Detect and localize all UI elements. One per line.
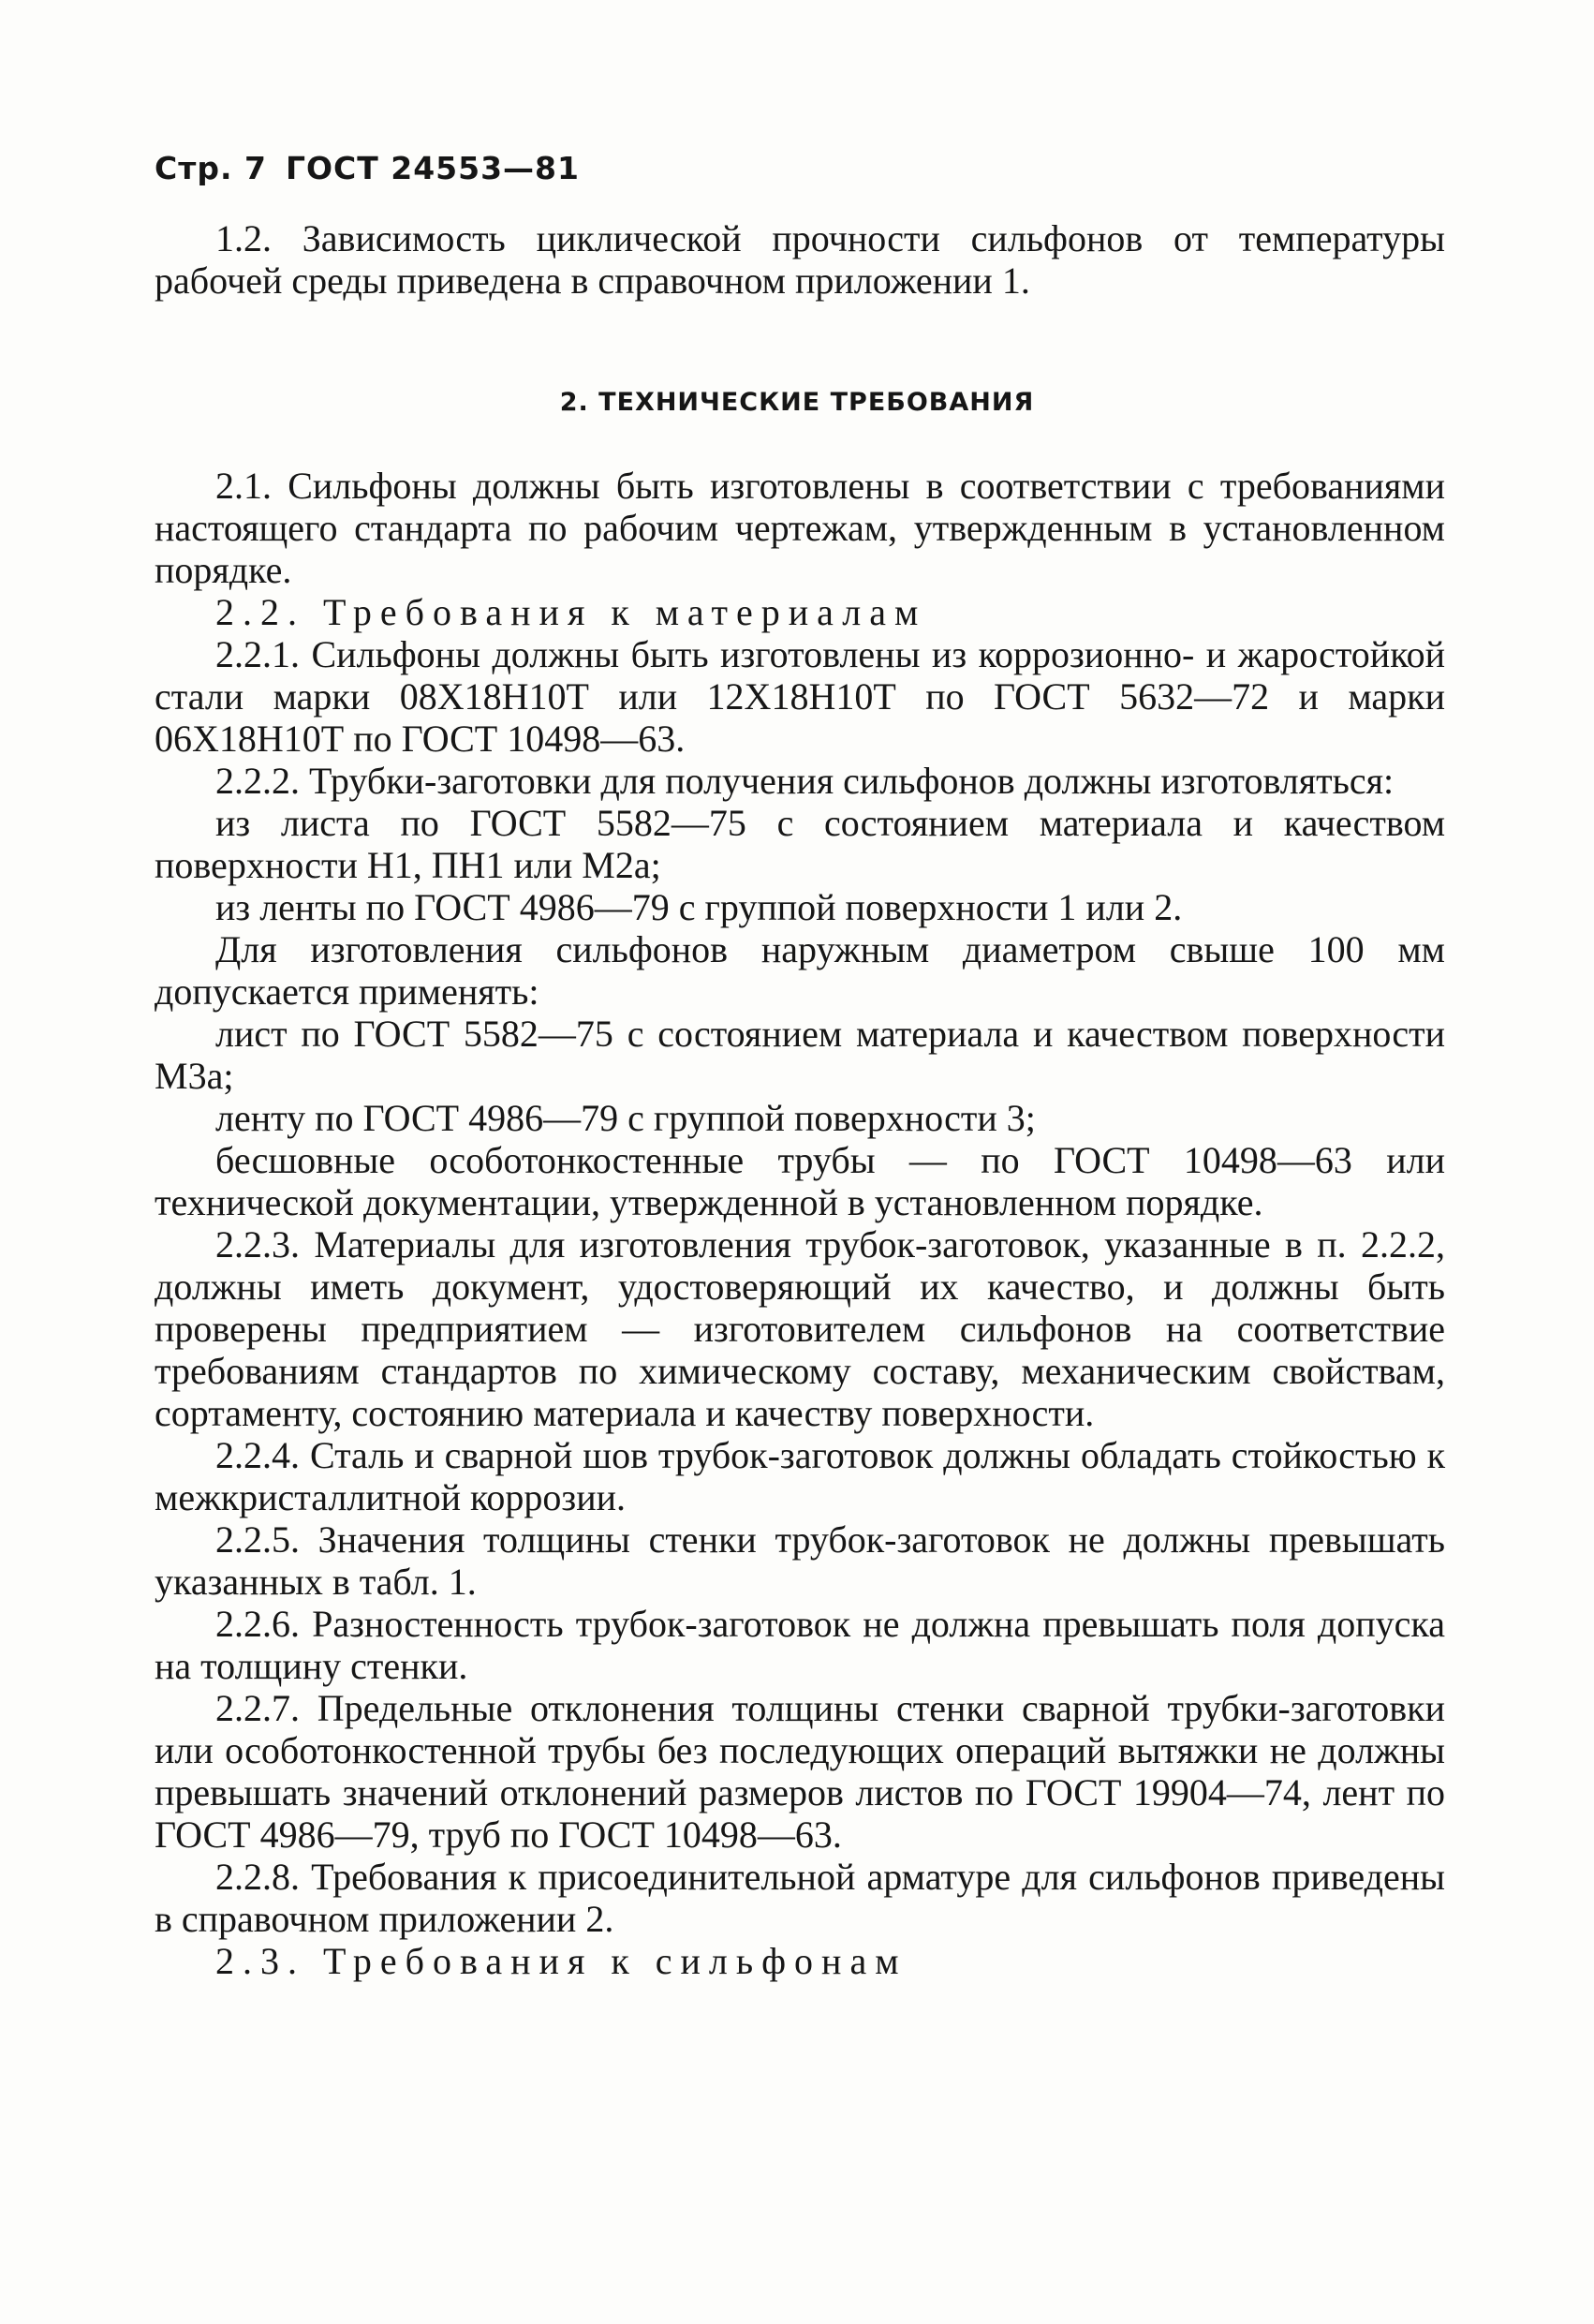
running-header	[155, 150, 598, 186]
list-item-sheet: из листа по ГОСТ 5582—75 с состоянием материала и качеством поверхности Н1, ПН1 или М2а;	[155, 802, 1445, 886]
paragraph-2-2-1: 2.2.1. Сильфоны должны быть изготовлены из коррозионно- и жаростойкой стали марки 08Х18Н10Т или 12Х18Н10Т по ГОСТ 5632—72 и марки 06Х18Н10Т по ГОСТ 10498—63.	[155, 633, 1445, 760]
paragraph-1-2: 1.2. Зависимость циклической прочности сильфонов от температуры рабочей среды приведена в справочном приложении 1.	[155, 217, 1445, 302]
section-2-body	[155, 465, 1445, 1982]
list-item-strip: из ленты по ГОСТ 4986—79 с группой поверхности 1 или 2.	[215, 886, 1183, 928]
paragraph-large-diameter: Для изготовления сильфонов наружным диаметром свыше 100 мм допускается применять:	[155, 928, 1445, 1013]
paragraph-2-2-6: 2.2.6. Разностенность трубок-заготовок не должна превышать поля допуска на толщину стенки.	[155, 1603, 1445, 1687]
paragraph-2-2-8: 2.2.8. Требования к присоединительной арматуре для сильфонов приведены в справочном приложении 2.	[155, 1856, 1445, 1940]
list-item-seamless-tubes: бесшовные особотонкостенные трубы — по ГОСТ 10498—63 или технической документации, утвержденной в установленном порядке.	[155, 1139, 1445, 1223]
subsection-heading-2-3: 2.3. Требования к сильфонам	[215, 1940, 908, 1982]
paragraph-2-2-5: 2.2.5. Значения толщины стенки трубок-заготовок не должны превышать указанных в табл. 1.	[155, 1518, 1445, 1603]
paragraph-2-2-2: 2.2.2. Трубки-заготовки для получения сильфонов должны изготовляться:	[215, 760, 1395, 802]
paragraph-2-2-4: 2.2.4. Сталь и сварной шов трубок-заготовок должны обладать стойкостью к межкристаллитной коррозии.	[155, 1434, 1445, 1518]
list-item-sheet-m3a: лист по ГОСТ 5582—75 с состоянием материала и качеством поверхности М3а;	[155, 1013, 1445, 1097]
list-item-strip-group-3: ленту по ГОСТ 4986—79 с группой поверхности 3;	[215, 1097, 1036, 1139]
standard-designation: ГОСТ 24553—81	[285, 150, 580, 186]
paragraph-2-1: 2.1. Сильфоны должны быть изготовлены в соответствии с требованиями настоящего стандарта по рабочим чертежам, утвержденным в установленном порядке.	[155, 465, 1445, 591]
page-number: Стр. 7	[155, 150, 267, 186]
subsection-heading-2-2: 2.2. Требования к материалам	[215, 591, 927, 633]
intro-block	[155, 217, 1445, 302]
paragraph-2-2-3: 2.2.3. Материалы для изготовления трубок-заготовок, указанные в п. 2.2.2, должны иметь документ, удостоверяющий их качество, и должны быть проверены предприятием — изготовителем сильфонов на соответствие требованиям стандартов по химическому составу, механическим свойствам, сортаменту, состоянию материала и качеству поверхности.	[155, 1223, 1445, 1434]
section-title: 2. ТЕХНИЧЕСКИЕ ТРЕБОВАНИЯ	[559, 388, 1035, 417]
paragraph-2-2-7: 2.2.7. Предельные отклонения толщины стенки сварной трубки-заготовки или особотонкостенной трубы без последующих операций вытяжки не должны превышать значений отклонений размеров листов по ГОСТ 19904—74, лент по ГОСТ 4986—79, труб по ГОСТ 10498—63.	[155, 1687, 1445, 1856]
